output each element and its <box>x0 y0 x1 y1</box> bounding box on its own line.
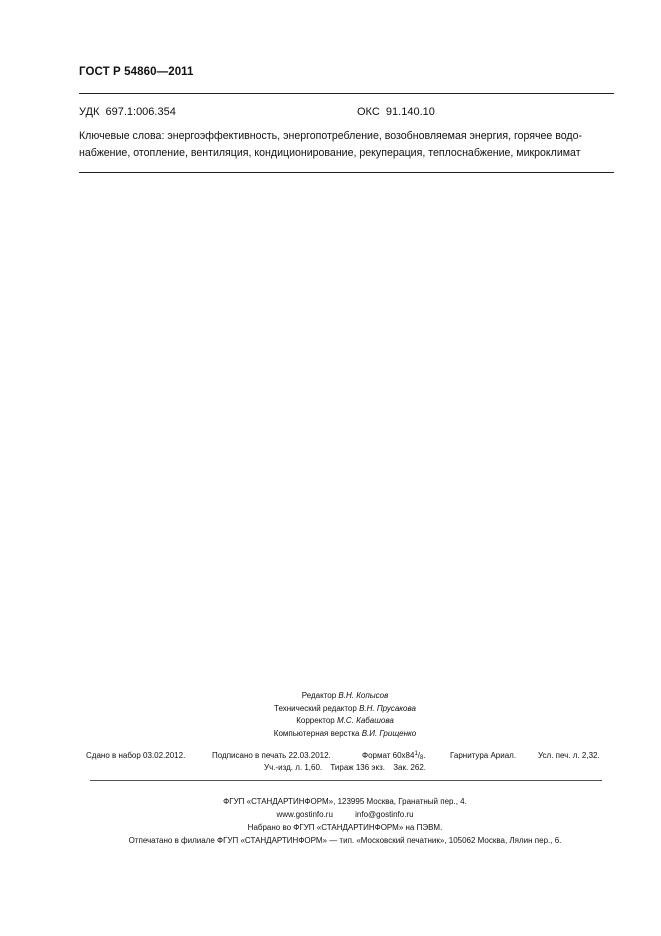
udk-value: 697.1:006.354 <box>105 106 176 118</box>
credit-person: М.С. Кабашова <box>337 716 394 725</box>
credit-role: Редактор <box>301 691 337 700</box>
top-divider <box>79 93 614 94</box>
credit-person: В.Н. Прусакова <box>359 703 416 713</box>
publisher-email-link[interactable]: info@gostinfo.ru <box>355 810 414 819</box>
document-number: ГОСТ Р 54860—2011 <box>79 66 194 78</box>
imprint-format-prefix: Формат 60х84 <box>362 751 415 760</box>
imprint-format-sub: 8 <box>420 755 424 761</box>
publisher-contacts <box>80 808 610 821</box>
publisher-typeset: Набрано во ФГУП «СТАНДАРТИНФОРМ» на ПЭВМ. <box>247 823 443 832</box>
oks-code <box>357 106 435 118</box>
publisher-printed: Отпечатано в филиале ФГУП «СТАНДАРТИНФОРМ» — тип. «Московский печатник», 105062 Москва, Лялин пер., 6. <box>128 836 562 845</box>
imprint-format: Формат $60х84^1/_8$. <box>362 751 426 761</box>
imprint-print-sheets: Усл. печ. л. 2,32. <box>538 751 600 760</box>
udk-label: УДК <box>79 106 100 118</box>
keywords-line-2: набжение, отопление, вентиляция, кондиционирование, рекуперация, теплоснабжение, микроклимат <box>79 147 581 159</box>
imprint-row-2 <box>180 763 510 772</box>
publisher-address: ФГУП «СТАНДАРТИНФОРМ», 123995 Москва, Гранатный пер., 4. <box>223 797 467 806</box>
imprint-submitted: Сдано в набор 03.02.2012. <box>86 751 186 760</box>
credit-person: В.Н. Копысов <box>338 691 389 700</box>
credit-tech-editor <box>180 703 510 716</box>
udk-code <box>79 106 176 118</box>
credit-person: В.И. Грищенко <box>361 728 417 738</box>
credit-role: Корректор <box>296 716 335 725</box>
credit-role: Компьютерная верстка <box>273 728 360 738</box>
credit-proofreader <box>180 715 510 728</box>
bottom-divider <box>79 172 614 173</box>
credit-layout <box>180 728 510 741</box>
publisher-website-link[interactable]: www.gostinfo.ru <box>276 810 333 819</box>
imprint-order: Зак. 262. <box>393 763 426 772</box>
keywords-line-1: Ключевые слова: энергоэффективность, энергопотребление, возобновляемая энергия, горячее водо- <box>79 130 583 142</box>
imprint-format-suffix: . <box>423 751 426 760</box>
imprint-run: Тираж 136 экз. <box>330 763 385 772</box>
imprint-signed: Подписано в печать 22.03.2012. <box>212 751 331 760</box>
imprint-pub-sheets: Уч.-изд. л. 1,60. <box>264 763 323 772</box>
oks-label: ОКС <box>357 106 380 118</box>
imprint-format-sup: 1 <box>414 751 418 757</box>
imprint-typeface: Гарнитура Ариал. <box>450 751 517 760</box>
oks-value: 91.140.10 <box>385 106 435 118</box>
keywords-paragraph <box>79 128 615 162</box>
credit-role: Технический редактор <box>274 703 357 713</box>
editorial-credits <box>180 690 510 740</box>
credit-editor <box>180 690 510 703</box>
imprint-divider <box>90 780 602 781</box>
publisher-block <box>80 795 610 847</box>
